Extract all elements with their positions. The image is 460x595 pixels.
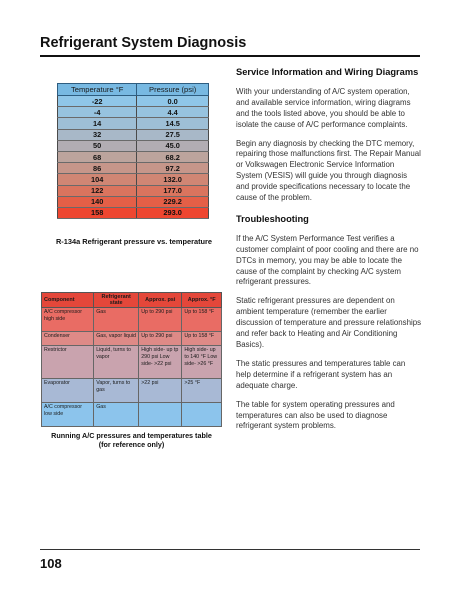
table-row	[58, 196, 209, 207]
table-row	[42, 331, 222, 345]
pressure-cell: 293.0	[137, 207, 209, 218]
pressure-cell: 4.4	[137, 107, 209, 118]
pressure-table-caption: R-134a Refrigerant pressure vs. temperature	[55, 237, 213, 246]
table-row	[58, 151, 209, 162]
paragraph: If the A/C System Performance Test verifies a customer complaint of poor cooling and there are no DTCs in memory, you may be able to locate the cause of the complaint by checking A/C system refrigerant pressures.	[236, 233, 419, 287]
paragraph: The static pressures and temperatures table can help determine if a refrigerant system has an adequate charge.	[236, 358, 406, 390]
column-header-component: Component	[42, 293, 94, 308]
refrigerant-state-cell: Gas	[94, 308, 139, 332]
table-row	[58, 140, 209, 151]
approx-psi-cell	[139, 403, 182, 427]
pressure-cell: 68.2	[137, 151, 209, 162]
column-header-refrigerant-state: Refrigerant state	[94, 293, 139, 308]
approx-psi-cell: Up to 290 psi	[139, 331, 182, 345]
table-row	[58, 174, 209, 185]
page-title: Refrigerant System Diagnosis	[40, 35, 247, 51]
paragraph: The table for system operating pressures and temperatures can also be used to diagnose refrigerant system problems.	[236, 399, 395, 431]
pressure-cell: 45.0	[137, 140, 209, 151]
pressure-cell: 14.5	[137, 118, 209, 129]
ac-table-caption-line1: Running A/C pressures and temperatures table	[51, 431, 212, 440]
table-row	[58, 207, 209, 218]
component-cell: Evaporator	[42, 379, 94, 403]
pressure-cell: 97.2	[137, 163, 209, 174]
approx-f-cell: Up to 158 °F	[182, 331, 222, 345]
table-row	[58, 107, 209, 118]
component-cell: A/C compressor low side	[42, 403, 94, 427]
approx-psi-cell: Up to 290 psi	[139, 308, 182, 332]
refrigerant-state-cell: Vapor, turns to gas	[94, 379, 139, 403]
table-row	[58, 118, 209, 129]
pressure-cell: 0.0	[137, 96, 209, 107]
column-header-temperature: Temperature °F	[58, 84, 137, 96]
refrigerant-state-cell: Gas	[94, 403, 139, 427]
column-header-approx-psi: Approx. psi	[139, 293, 182, 308]
paragraph: With your understanding of A/C system operation, and available service information, wiring diagrams and the tools listed above, you should be able to isolate the cause of A/C performance complaints.	[236, 86, 411, 129]
approx-f-cell: >25 °F	[182, 379, 222, 403]
page-number: 108	[40, 556, 62, 571]
temperature-cell: 86	[58, 163, 137, 174]
footer-rule	[40, 549, 420, 550]
temperature-cell: 104	[58, 174, 137, 185]
title-rule	[40, 55, 420, 57]
table-row	[42, 345, 222, 379]
pressure-cell: 177.0	[137, 185, 209, 196]
component-cell: A/C compressor high side	[42, 308, 94, 332]
temperature-cell: 50	[58, 140, 137, 151]
ac-table-caption-line2: (for reference only)	[98, 440, 165, 449]
approx-f-cell: High side- up to 140 °F Low side- >26 °F	[182, 345, 222, 379]
temperature-cell: 158	[58, 207, 137, 218]
column-header-pressure: Pressure (psi)	[137, 84, 209, 96]
table-row	[58, 185, 209, 196]
pressure-temperature-table	[57, 83, 209, 219]
pressure-cell: 27.5	[137, 129, 209, 140]
running-ac-table	[41, 292, 222, 427]
temperature-cell: -22	[58, 96, 137, 107]
temperature-cell: -4	[58, 107, 137, 118]
approx-f-cell	[182, 403, 222, 427]
pressure-cell: 229.2	[137, 196, 209, 207]
approx-psi-cell: >22 psi	[139, 379, 182, 403]
table-row	[58, 163, 209, 174]
temperature-cell: 32	[58, 129, 137, 140]
component-cell: Condenser	[42, 331, 94, 345]
section-heading-troubleshooting: Troubleshooting	[236, 213, 309, 224]
right-text-column	[236, 67, 422, 432]
table-row	[42, 308, 222, 332]
refrigerant-state-cell: Gas, vapor liquid	[94, 331, 139, 345]
temperature-cell: 14	[58, 118, 137, 129]
paragraph: Static refrigerant pressures are dependent on ambient temperature (remember the earlier discussion of temperature and pressure relationships and refer back to Heating and Air Conditioning Basics).	[236, 296, 422, 349]
approx-psi-cell: High side- up tp 290 psi Low side- >22 psi	[139, 345, 182, 379]
refrigerant-state-cell: Liquid, turns to vapor	[94, 345, 139, 379]
pressure-cell: 132.0	[137, 174, 209, 185]
temperature-cell: 140	[58, 196, 137, 207]
temperature-cell: 122	[58, 185, 137, 196]
table-row	[42, 379, 222, 403]
ac-table-caption	[41, 431, 222, 449]
component-cell: Restrictor	[42, 345, 94, 379]
approx-f-cell: Up to 158 °F	[182, 308, 222, 332]
column-header-approx-f: Approx. °F	[182, 293, 222, 308]
temperature-cell: 68	[58, 151, 137, 162]
table-row	[58, 129, 209, 140]
paragraph: Begin any diagnosis by checking the DTC memory, repairing those malfunctions first. The Repair Manual or Volkswagen Electronic Service Information System (VESIS) will guide you through diagnosis and provide specifications necessary to locate the cause of the problem.	[236, 138, 421, 203]
section-heading-service-information: Service Information and Wiring Diagrams	[236, 67, 419, 77]
table-row	[42, 403, 222, 427]
table-row	[58, 96, 209, 107]
